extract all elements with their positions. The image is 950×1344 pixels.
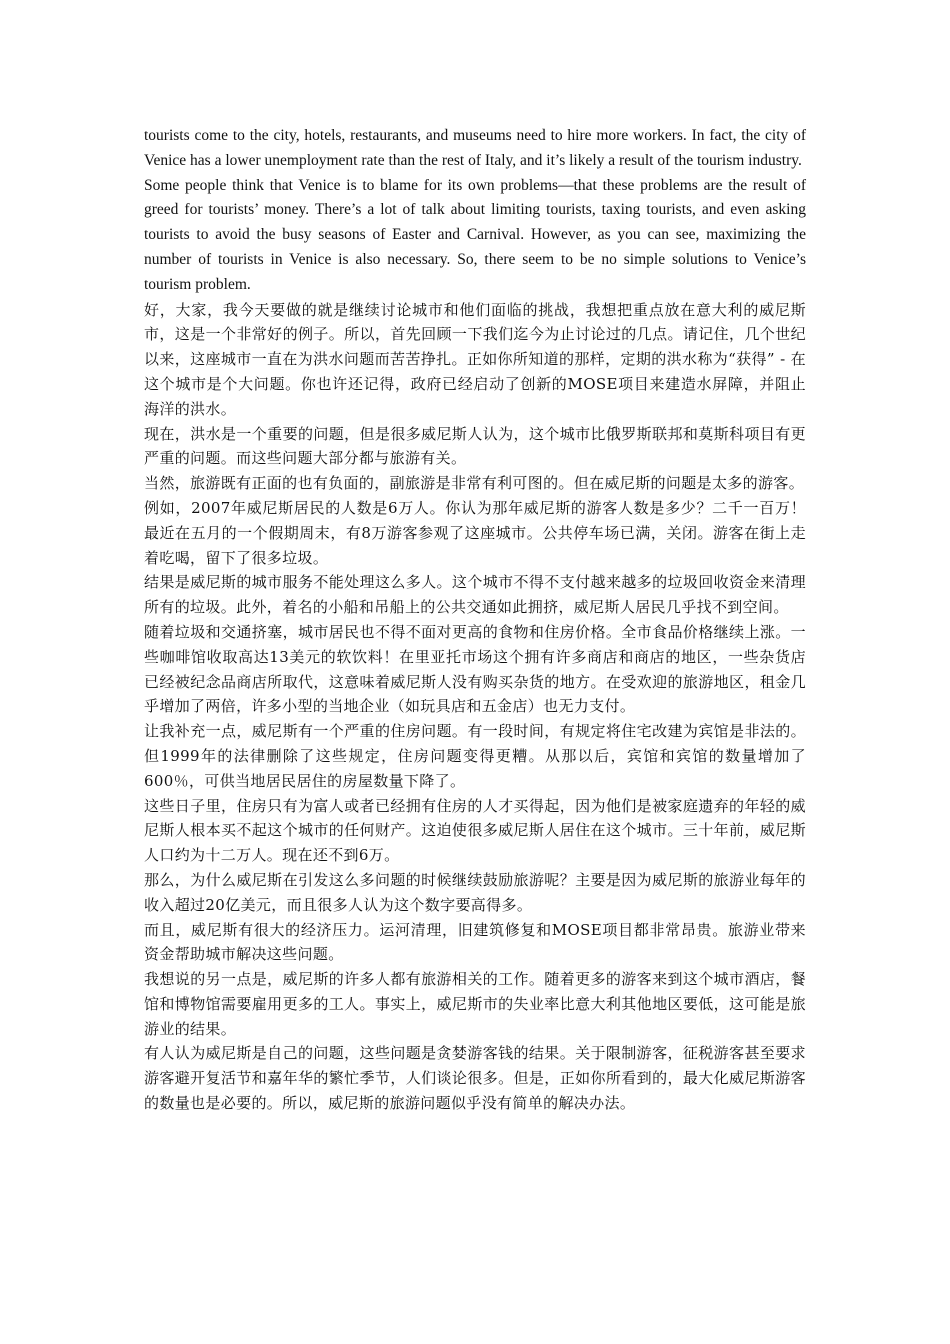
paragraph-zh-10: 而且，威尼斯有很大的经济压力。运河清理，旧建筑修复和MOSE项目都非常昂贵。旅游业带来资金帮助城市解决这些问题。 (144, 920, 806, 964)
document-body (144, 124, 806, 1116)
paragraph-en-2: Some people think that Venice is to blame for its own problems—that these problems are the result of greed for tourists’ money. There’s a lot of talk about limiting tourists, taxing tourists, and even asking tourists to avoid the busy seasons of Easter and Carnival. However, as you can see, maximizing the number of tourists in Venice is also necessary. So, there seem to be no simple solutions to Venice’s tourism problem. (144, 176, 806, 293)
paragraph-zh-9: 那么，为什么威尼斯在引发这么多问题的时候继续鼓励旅游呢？主要是因为威尼斯的旅游业每年的收入超过20亿美元，而且很多人认为这个数字要高得多。 (144, 870, 806, 914)
paragraph-zh-1: 好，大家，我今天要做的就是继续讨论城市和他们面临的挑战，我想把重点放在意大利的威尼斯市，这是一个非常好的例子。所以，首先回顾一下我们迄今为止讨论过的几点。请记住，几个世纪以来，这座城市一直在为洪水问题而苦苦挣扎。正如你所知道的那样，定期的洪水称为“获得” - 在这个城市是个大问题。你也许还记得，政府已经启动了创新的MOSE项目来建造水屏障，并阻止海洋的洪水。 (144, 300, 806, 418)
paragraph-zh-12: 有人认为威尼斯是自己的问题，这些问题是贪婪游客钱的结果。关于限制游客，征税游客甚至要求游客避开复活节和嘉年华的繁忙季节，人们谈论很多。但是，正如你所看到的，最大化威尼斯游客的数量也是必要的。所以，威尼斯的旅游问题似乎没有简单的解决办法。 (144, 1044, 806, 1113)
paragraph-zh-8: 这些日子里，住房只有为富人或者已经拥有住房的人才买得起，因为他们是被家庭遗弃的年轻的威尼斯人根本买不起这个城市的任何财产。这迫使很多威尼斯人居住在这个城市。三十年前，威尼斯人口约为十二万人。现在还不到6万。 (144, 796, 806, 865)
paragraph-zh-5: 结果是威尼斯的城市服务不能处理这么多人。这个城市不得不支付越来越多的垃圾回收资金来清理所有的垃圾。此外，着名的小船和吊船上的公共交通如此拥挤，威尼斯人居民几乎找不到空间。 (144, 573, 806, 617)
paragraph-zh-7: 让我补充一点，威尼斯有一个严重的住房问题。有一段时间，有规定将住宅改建为宾馆是非法的。但1999年的法律删除了这些规定，住房问题变得更糟。从那以后，宾馆和宾馆的数量增加了600％，可供当地居民居住的房屋数量下降了。 (144, 722, 806, 790)
paragraph-zh-11: 我想说的另一点是，威尼斯的许多人都有旅游相关的工作。随着更多的游客来到这个城市酒店，餐馆和博物馆需要雇用更多的工人。事实上，威尼斯市的失业率比意大利其他地区要低，这可能是旅游业的结果。 (144, 970, 806, 1038)
paragraph-zh-3: 当然，旅游既有正面的也有负面的，副旅游是非常有利可图的。但在威尼斯的问题是太多的游客。 (144, 474, 805, 493)
paragraph-zh-4: 例如，2007年威尼斯居民的人数是6万人。你认为那年威尼斯的游客人数是多少？二千一百万！最近在五月的一个假期周末，有8万游客参观了这座城市。公共停车场已满，关闭。游客在街上走着吃喝，留下了很多垃圾。 (144, 498, 806, 567)
paragraph-zh-2: 现在，洪水是一个重要的问题，但是很多威尼斯人认为，这个城市比俄罗斯联邦和莫斯科项目有更严重的问题。而这些问题大部分都与旅游有关。 (144, 424, 806, 468)
paragraph-en-1: tourists come to the city, hotels, restaurants, and museums need to hire more workers. In fact, the city of Venice has a lower unemployment rate than the rest of Italy, and it’s likely a result of the tourism industry. (144, 127, 806, 169)
paragraph-zh-6: 随着垃圾和交通挤塞，城市居民也不得不面对更高的食物和住房价格。全市食品价格继续上涨。一些咖啡馆收取高达13美元的软饮料！在里亚托市场这个拥有许多商店和商店的地区，一些杂货店已经被纪念品商店所取代，这意味着威尼斯人没有购买杂货的地方。在受欢迎的旅游地区，租金几乎增加了两倍，许多小型的当地企业（如玩具店和五金店）也无力支付。 (144, 622, 806, 716)
